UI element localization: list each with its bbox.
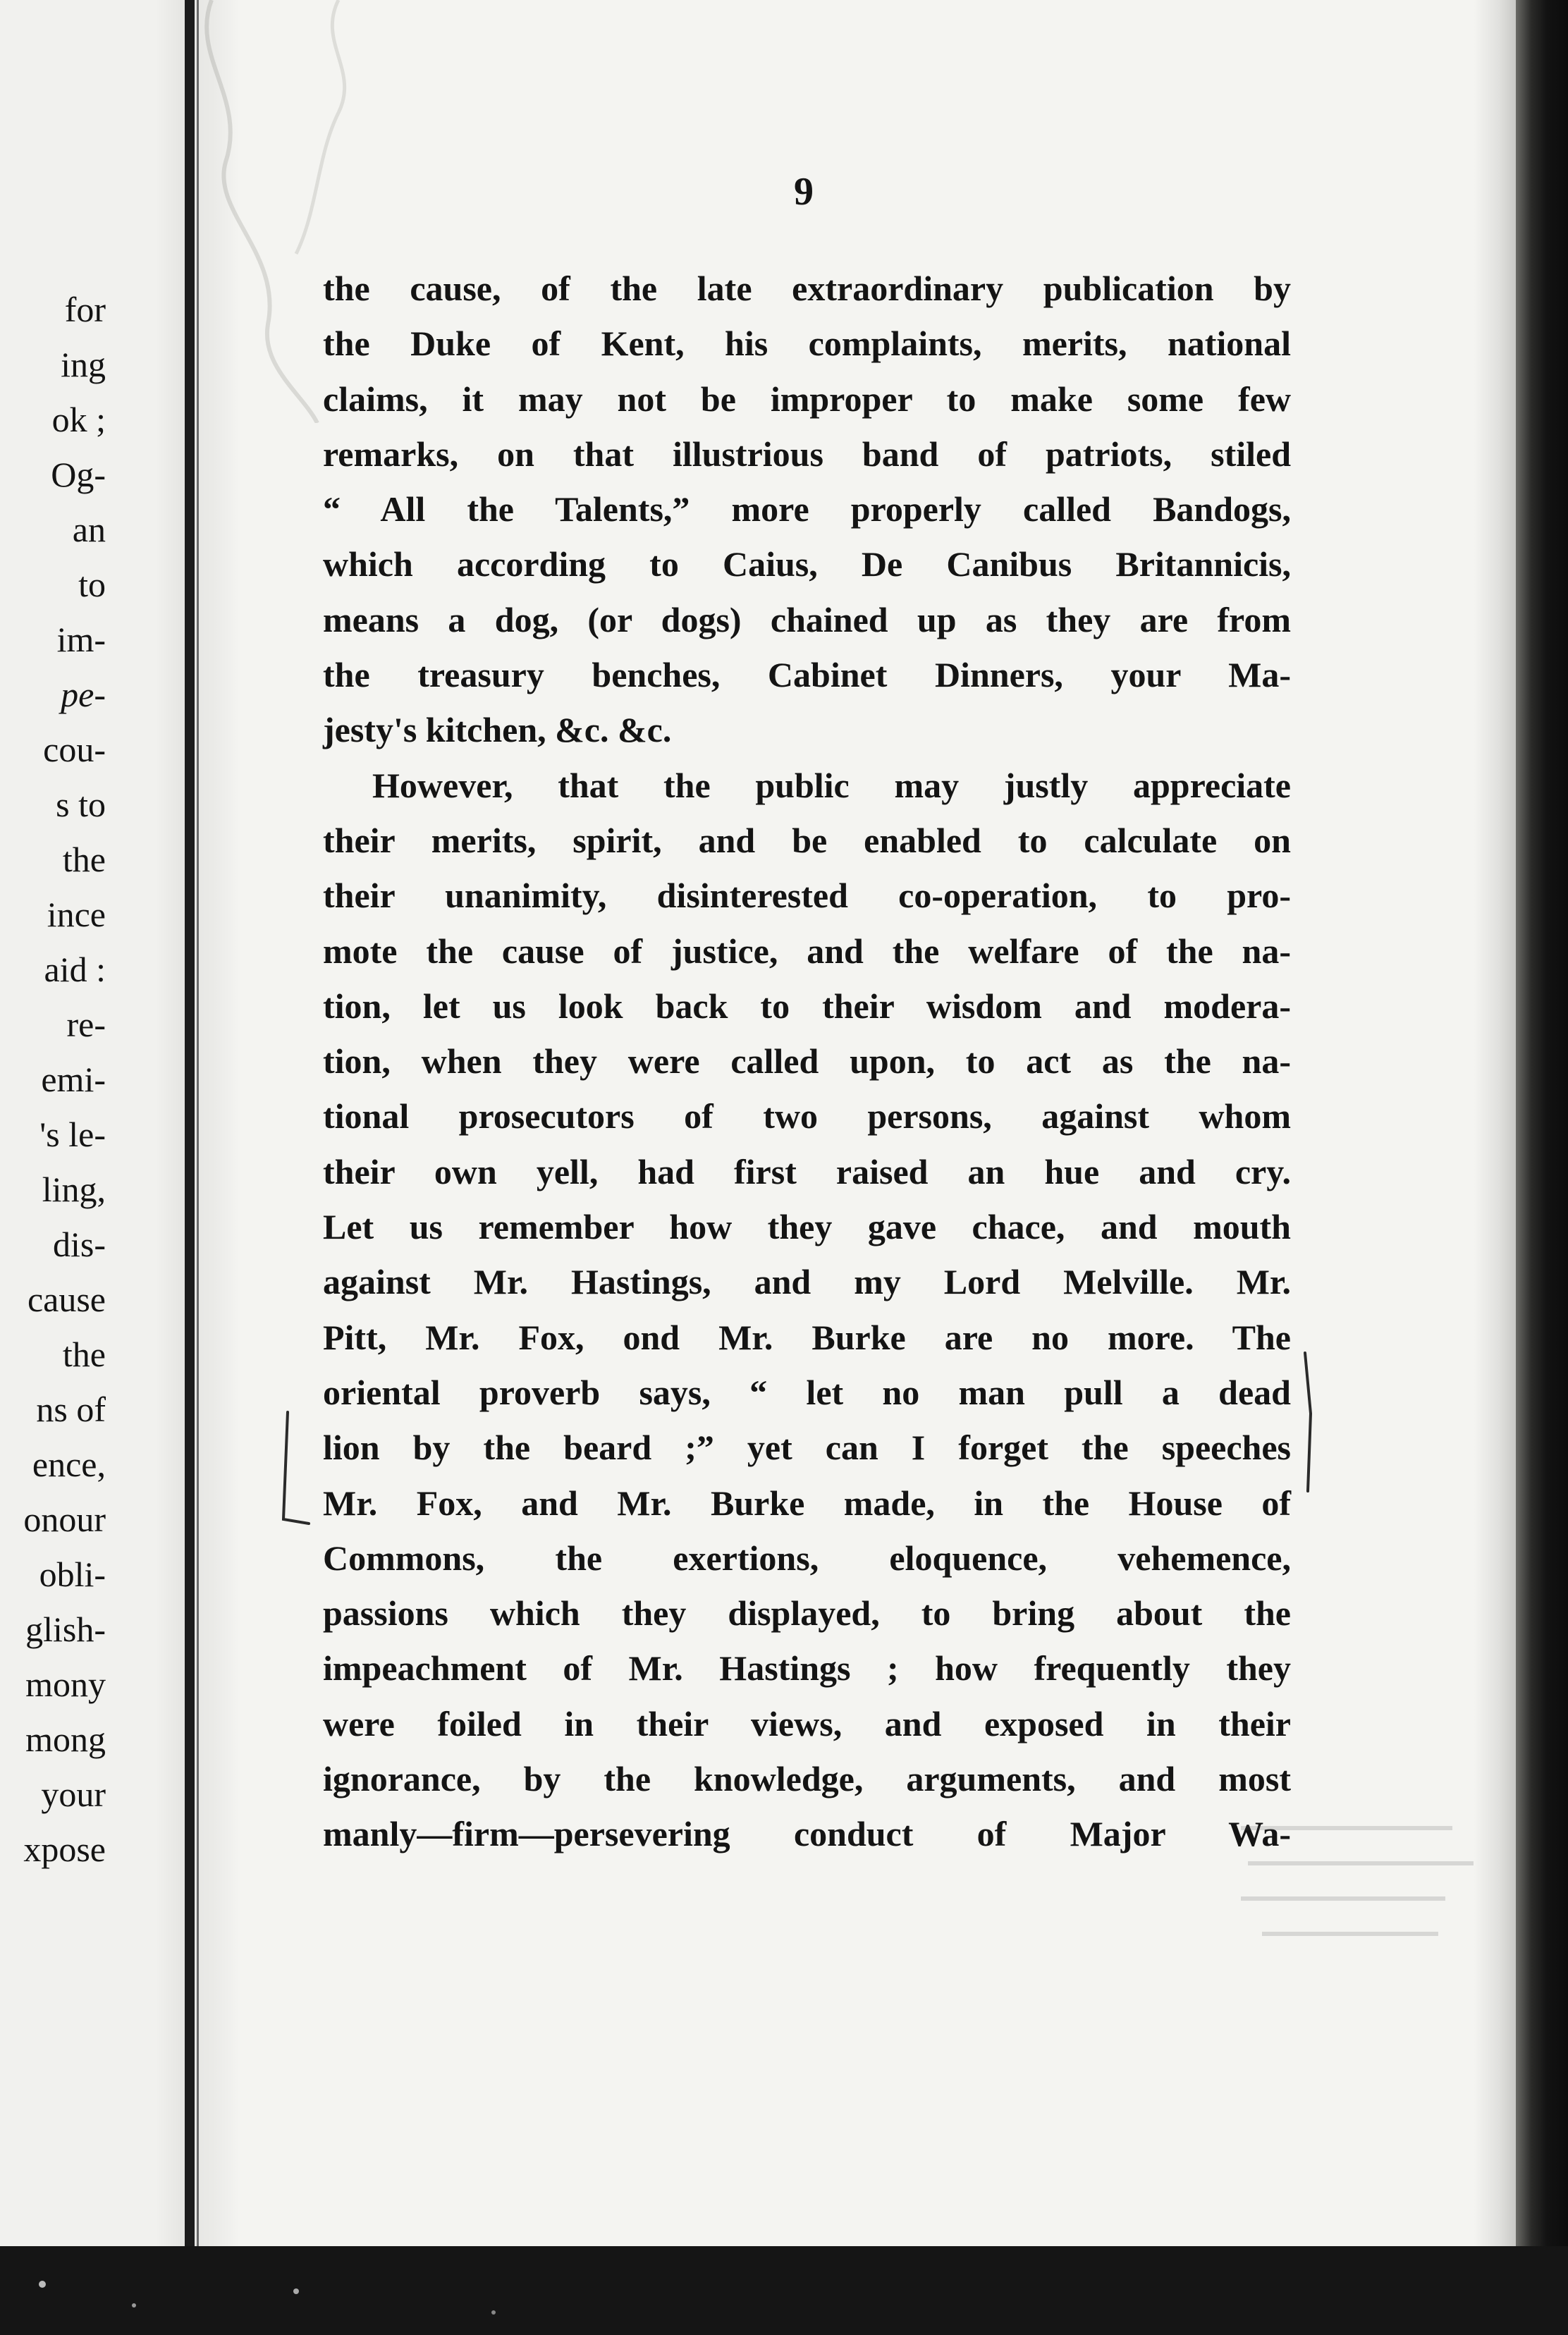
text-line: were foiled in their views, and exposed in their — [323, 1703, 1291, 1743]
text-line: manly—firm—persevering conduct of Major Wa- — [323, 1814, 1291, 1854]
binding-spine — [185, 0, 195, 2246]
text-line: their merits, spirit, and be enabled to calculate on — [323, 820, 1291, 860]
fragment-line: im- — [56, 620, 106, 659]
text-line: claims, it may not be improper to make some few — [323, 379, 1291, 419]
fragment-line: dis- — [53, 1225, 106, 1264]
fragment-line: ing — [61, 345, 106, 384]
fragment-line: 's le- — [39, 1115, 106, 1154]
fragment-line: glish- — [25, 1610, 106, 1649]
text-line: passions which they displayed, to bring about the — [323, 1593, 1291, 1634]
paragraph-start-line: However, that the public may justly appreciate — [372, 765, 1291, 805]
text-line: their unanimity, disinterested co-operation, to pro- — [323, 876, 1291, 916]
fragment-line: mony — [25, 1665, 106, 1704]
body-text — [323, 261, 1291, 1862]
fragment-line: s to — [56, 785, 106, 824]
fragment-line: the — [62, 1335, 106, 1374]
binding-spine-edge — [197, 0, 199, 2246]
text-line: which according to Caius, De Canibus Britannicis, — [323, 544, 1291, 584]
fragment-line: emi- — [41, 1060, 106, 1099]
fragment-line: ince — [47, 895, 106, 934]
text-line: the cause, of the late extraordinary publication by — [323, 269, 1291, 308]
fragment-line: Og- — [51, 455, 106, 494]
pencil-bracket-right — [1301, 1350, 1322, 1498]
fragment-line: obli- — [39, 1555, 106, 1594]
fragment-line: onour — [23, 1500, 106, 1539]
fragment-line: your — [41, 1775, 106, 1814]
text-line: tional prosecutors of two persons, against whom — [323, 1096, 1291, 1136]
fragment-line: mong — [25, 1720, 106, 1759]
text-line: the Duke of Kent, his complaints, merits, national — [323, 324, 1291, 364]
text-line: Mr. Fox, and Mr. Burke made, in the House of — [323, 1483, 1291, 1523]
text-line: lion by the beard ;” yet can I forget the speeches — [323, 1428, 1291, 1468]
text-line: means a dog, (or dogs) chained up as they are from — [323, 599, 1291, 639]
fragment-line: the — [62, 840, 106, 879]
text-line: impeachment of Mr. Hastings ; how frequently they — [323, 1648, 1291, 1689]
text-line: tion, when they were called upon, to act as the na- — [323, 1041, 1291, 1081]
text-line: ignorance, by the knowledge, arguments, and most — [323, 1759, 1291, 1799]
fragment-line: xpose — [23, 1830, 106, 1869]
bleed-through-marks — [1241, 1812, 1474, 1974]
text-line: Pitt, Mr. Fox, ond Mr. Burke are no more. The — [323, 1317, 1291, 1357]
text-line: Let us remember how they gave chace, and mouth — [323, 1207, 1291, 1247]
fragment-line: cause — [27, 1280, 106, 1319]
fragment-line: for — [64, 290, 106, 329]
fragment-line: re- — [66, 1005, 106, 1044]
pencil-bracket-left — [268, 1406, 310, 1526]
text-line: tion, let us look back to their wisdom and modera- — [323, 986, 1291, 1026]
text-line: against Mr. Hastings, and my Lord Melville. Mr. — [323, 1262, 1291, 1302]
text-line: the treasury benches, Cabinet Dinners, your Ma- — [323, 655, 1291, 695]
fragment-line: cou- — [43, 730, 106, 769]
page-number: 9 — [794, 170, 814, 214]
text-line: “ All the Talents,” more properly called Bandogs, — [323, 489, 1291, 529]
fragment-line: ok ; — [51, 400, 106, 439]
scanner-edge-right — [1516, 0, 1568, 2335]
fragment-line: pe- — [61, 675, 106, 714]
fragment-line: to — [78, 565, 106, 604]
fragment-line: ns of — [36, 1390, 106, 1429]
fragment-line: aid : — [44, 950, 106, 989]
text-line: Commons, the exertions, eloquence, vehemence, — [323, 1538, 1291, 1578]
scan-specks — [0, 2242, 635, 2334]
fragment-line: ling, — [42, 1170, 106, 1209]
fragment-line: ence, — [32, 1445, 106, 1484]
previous-page-text-fragments — [0, 282, 106, 1877]
text-line: their own yell, had first raised an hue and cry. — [323, 1151, 1291, 1191]
text-line: mote the cause of justice, and the welfare of the na- — [323, 931, 1291, 971]
fragment-line: an — [72, 510, 106, 549]
text-line: oriental proverb says, “ let no man pull a dead — [323, 1372, 1291, 1412]
text-line: remarks, on that illustrious band of patriots, stiled — [323, 434, 1291, 474]
text-line: jesty's kitchen, &c. &c. — [323, 710, 672, 750]
